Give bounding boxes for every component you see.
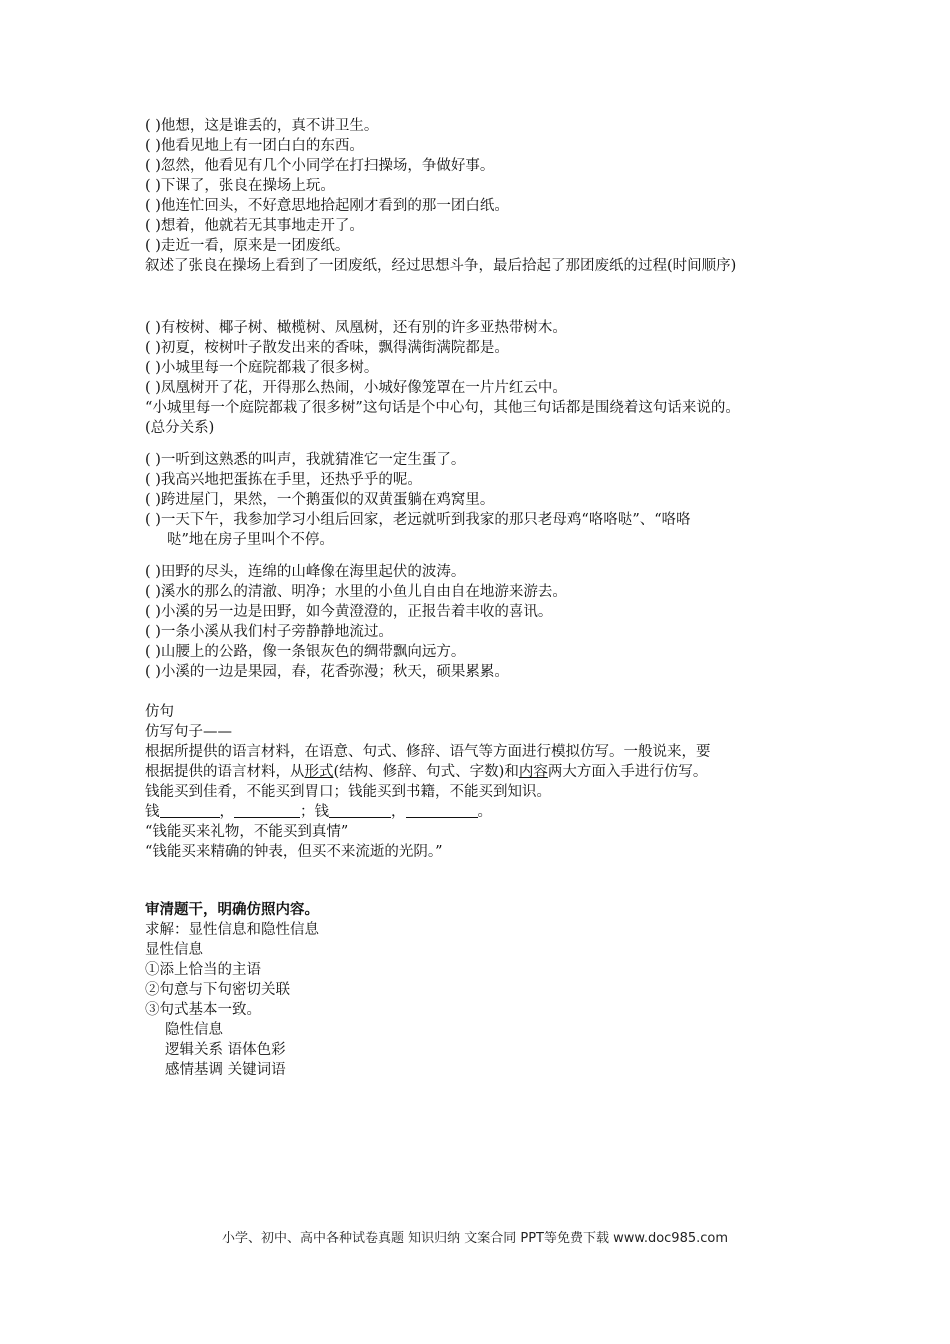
text-span: 两大方面入手进行仿写。 — [547, 764, 708, 780]
section-2 — [145, 318, 810, 438]
example-sentence: 钱能买到佳肴，不能买到胃口；钱能买到书籍，不能买到知识。 — [145, 784, 551, 800]
list-item: ( )山腰上的公路，像一条银灰色的绸带飘向远方。 — [145, 644, 466, 660]
analysis-section — [145, 900, 810, 1080]
text-span: (结构、修辞、句式、字数)和 — [333, 764, 519, 780]
blank-field — [406, 803, 478, 818]
underlined-term-content: 内容 — [518, 764, 548, 780]
list-item: ( )忽然，他看见有几个小同学在打扫操场，争做好事。 — [145, 158, 495, 174]
list-item: ( )我高兴地把蛋拣在手里，还热乎乎的呢。 — [145, 472, 422, 488]
list-item: ( )他想，这是谁丢的，真不讲卫生。 — [145, 118, 379, 134]
answer-line: “钱能买来礼物，不能买到真情” — [145, 824, 349, 840]
text-span: ， — [391, 804, 406, 820]
relation-label: (总分关系) — [145, 420, 215, 436]
implicit-title: 隐性信息 — [165, 1022, 223, 1038]
section-heading: 仿句 — [145, 704, 174, 720]
blank-field — [234, 803, 300, 818]
list-item-continuation: 哒”地在房子里叫个不停。 — [167, 532, 334, 548]
text-span: 根据提供的语言材料，从 — [145, 764, 305, 780]
list-item: ( )下课了，张良在操场上玩。 — [145, 178, 335, 194]
blank-field — [329, 803, 391, 818]
explicit-title: 显性信息 — [145, 942, 203, 958]
list-item: ( )小城里每一个庭院都栽了很多树。 — [145, 360, 379, 376]
answer-line: “钱能买来精确的钟表，但买不来流逝的光阴。” — [145, 844, 443, 860]
section-4 — [145, 562, 810, 682]
list-item: ( )一天下午，我参加学习小组后回家，老远就听到我家的那只老母鸡“咯咯哒”、“咯咯 — [145, 512, 691, 528]
list-item: ①添上恰当的主语 — [145, 962, 261, 978]
text-span: ；钱 — [300, 804, 329, 820]
section-1 — [145, 116, 810, 276]
list-item: ( )田野的尽头，连绵的山峰像在海里起伏的波涛。 — [145, 564, 466, 580]
paragraph-line — [145, 762, 810, 782]
section-subheading: 仿写句子—— — [145, 724, 232, 740]
list-item: ( )溪水的那么的清澈、明净；水里的小鱼儿自由自在地游来游去。 — [145, 584, 567, 600]
list-item: ( )小溪的一边是果园，春，花香弥漫；秋天，硕果累累。 — [145, 664, 509, 680]
fill-in-line — [145, 802, 810, 822]
implicit-row: 感情基调 关键词语 — [165, 1062, 286, 1078]
list-item: ( )走近一看，原来是一团废纸。 — [145, 238, 350, 254]
list-item: ( )小溪的另一边是田野，如今黄澄澄的，正报告着丰收的喜讯。 — [145, 604, 553, 620]
list-item: ( )他连忙回头，不好意思地拾起刚才看到的那一团白纸。 — [145, 198, 509, 214]
list-item: ( )一听到这熟悉的叫声，我就猜准它一定生蛋了。 — [145, 452, 466, 468]
list-item: ( )跨进屋门，果然，一个鹅蛋似的双黄蛋躺在鸡窝里。 — [145, 492, 495, 508]
bold-heading: 审清题干，明确仿照内容。 — [145, 901, 319, 918]
paragraph-line: 求解：显性信息和隐性信息 — [145, 922, 319, 938]
implicit-row: 逻辑关系 语体色彩 — [165, 1042, 286, 1058]
section-note: 叙述了张良在操场上看到了一团废纸，经过思想斗争，最后拾起了那团废纸的过程(时间顺序) — [145, 258, 737, 274]
imitation-section — [145, 702, 810, 862]
list-item: ③句式基本一致。 — [145, 1002, 261, 1018]
list-item: ( )有桉树、椰子树、橄榄树、凤凰树，还有别的许多亚热带树木。 — [145, 320, 567, 336]
list-item: ( )凤凰树开了花，开得那么热闹，小城好像笼罩在一片片红云中。 — [145, 380, 567, 396]
list-item: ②句意与下句密切关联 — [145, 982, 290, 998]
page-footer: 小学、初中、高中各种试卷真题 知识归纳 文案合同 PPT等免费下载 www.doc985.com — [221, 1231, 729, 1246]
list-item: ( )想着，他就若无其事地走开了。 — [145, 218, 364, 234]
text-span: ， — [219, 804, 234, 820]
blank-field — [160, 803, 220, 818]
paragraph-line: 根据所提供的语言材料，在语意、句式、修辞、语气等方面进行模拟仿写。一般说来，要 — [145, 744, 711, 760]
text-span: 钱 — [145, 804, 160, 820]
section-3 — [145, 450, 810, 550]
section-note: “小城里每一个庭院都栽了很多树”这句话是个中心句，其他三句话都是围绕着这句话来说的。 — [145, 400, 740, 416]
list-item: ( )初夏，桉树叶子散发出来的香味，飘得满街满院都是。 — [145, 340, 509, 356]
document-body — [145, 116, 810, 1080]
text-span: 。 — [477, 804, 492, 820]
list-item: ( )他看见地上有一团白白的东西。 — [145, 138, 364, 154]
list-item: ( )一条小溪从我们村子旁静静地流过。 — [145, 624, 393, 640]
underlined-term-form: 形式 — [304, 764, 334, 780]
